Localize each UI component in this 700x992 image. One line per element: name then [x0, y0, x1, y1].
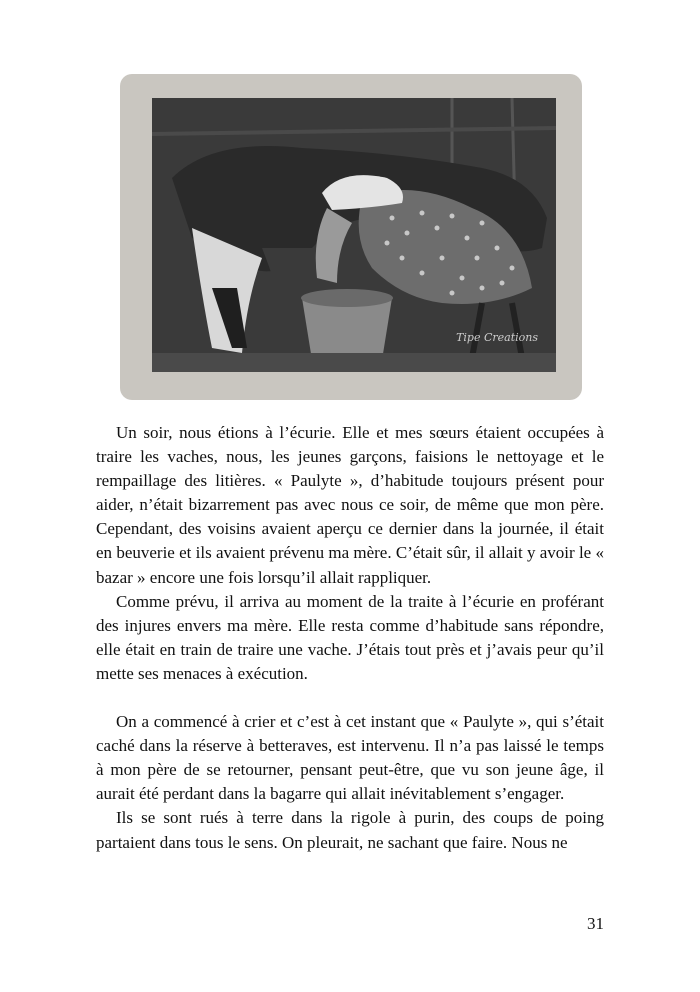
photo-frame [120, 74, 582, 400]
paragraph: Ils se sont rués à terre dans la rigole à purin, des coups de poing partaient dans tous le sens. On pleurait, ne sachant que faire. Nous ne [96, 808, 604, 852]
paragraph: Un soir, nous étions à l’écurie. Elle et mes sœurs étaient occupées à traire les vaches, nous, les jeunes garçons, faisions le nettoyage et le rempaillage des litières. « Paulyte », d’habitude toujours présent pour aider, n’était bizarrement pas avec nous ce soir, de même que mon père. Cependant, des voisins avaient aperçu ce dernier dans la journée, il était en beuverie et ils avaient prévenu ma mère. C’était sûr, il allait y avoir le « bazar » encore une fois lorsqu’il allait rappliquer. [96, 423, 604, 587]
photo-credit: Tipe Creations [456, 331, 538, 344]
body-text [96, 421, 604, 855]
paragraph: On a commencé à crier et c’est à cet instant que « Paulyte », qui s’était caché dans la réserve à betteraves, est intervenu. Il n’a pas laissé le temps à mon père de se retourner, pensant peut-être, que vu son jeune âge, il aurait été perdant dans la bagarre qui allait inévitablement s’engager. [96, 712, 604, 804]
paragraph: Comme prévu, il arriva au moment de la traite à l’écurie en proférant des injures envers ma mère. Elle resta comme d’habitude sans répondre, elle était en train de traire une vache. J’étais tout près et j’avais peur qu’il mette ses menaces à exécution. [96, 591, 604, 683]
page-number: 31 [587, 914, 604, 933]
milking-photo [152, 98, 556, 372]
